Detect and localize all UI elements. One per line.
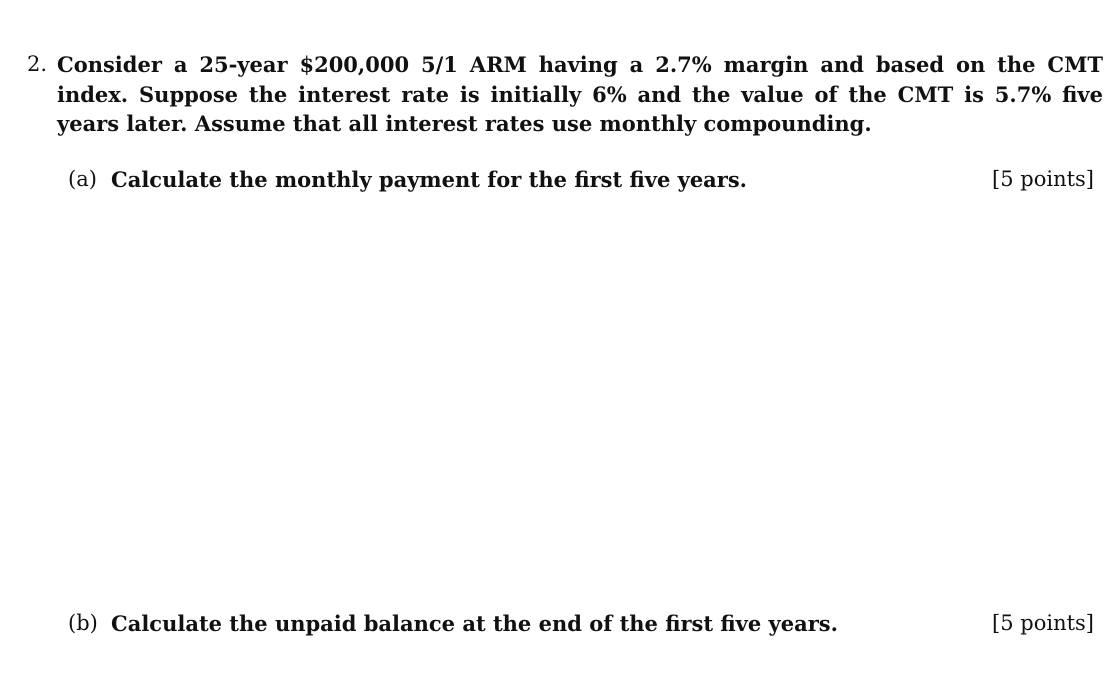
problem-statement: Consider a 25-year $200,000 5/1 ARM having a 2.7% margin and based on the CMT index. Suppose the interest rate is initially 6% and the value of the CMT is 5.7% five years later. Assume that all interest rates use monthly compounding. [57,52,1103,136]
part-a-label: (a) [68,167,97,191]
problem-number: 2. [27,52,48,76]
part-b-label: (b) [68,611,98,635]
part-b-question: Calculate the unpaid balance at the end of the first five years. [111,611,838,636]
part-a-points: [5 points] [992,167,1094,191]
part-a-question: Calculate the monthly payment for the first five years. [111,167,747,192]
part-b-points: [5 points] [992,611,1094,635]
